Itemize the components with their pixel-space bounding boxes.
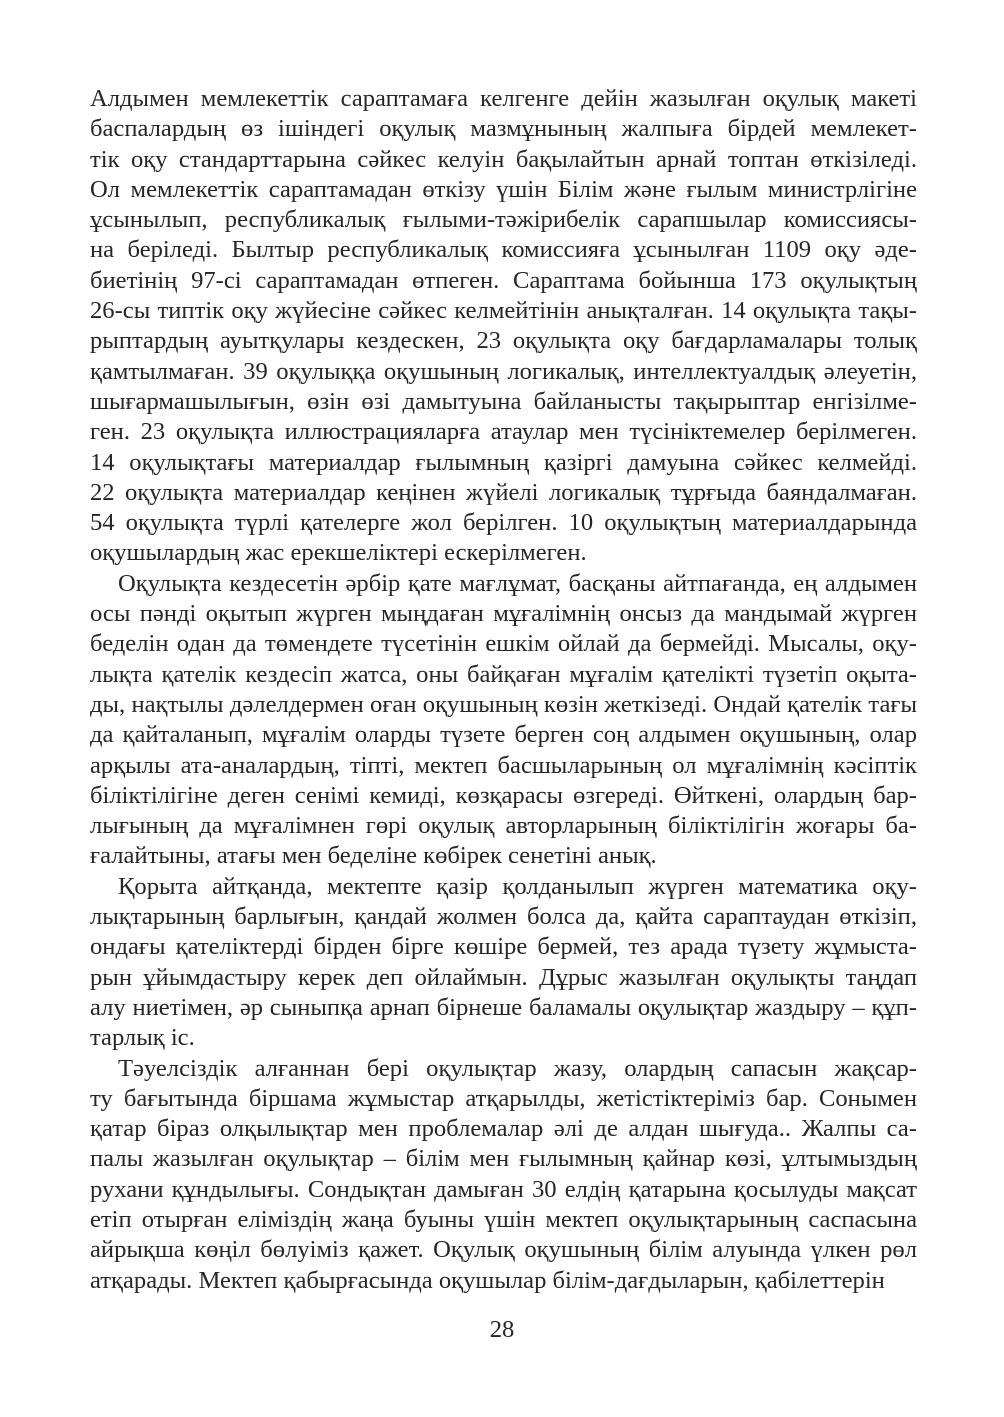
text-line: Тәуелсіздік алғаннан бері оқулықтар жазу, олардың сапасын жақсар- xyxy=(118,1054,917,1082)
text-line: лықта қателік кездесіп жатса, оны байқаған мұғалім қателікті түзетіп оқыта- xyxy=(90,660,917,688)
text-line: да қайталанып, мұғалім оларды түзете берген соң алдымен оқушының, олар xyxy=(90,721,917,749)
text-line: ондағы қателіктерді бірден бірге көшіре бермей, тез арада түзету жұмыста- xyxy=(90,933,917,961)
text-line: ғалайтыны, атағы мен беделіне көбірек сенетіні анық. xyxy=(90,842,657,870)
paragraph xyxy=(90,1054,917,1296)
text-line: етіп отырған еліміздің жаңа буыны үшін мектеп оқулықтарының саспасына xyxy=(90,1205,917,1233)
text-line: палы жазылған оқулықтар – білім мен ғылымның қайнар көзі, ұлтымыздың xyxy=(90,1145,917,1173)
text-line: лықтарының барлығын, қандай жолмен болса да, қайта сараптаудан өткізіп, xyxy=(90,903,917,931)
text-line: баспалардың өз ішіндегі оқулық мазмұнының жалпыға бірдей мемлекет- xyxy=(90,115,917,143)
text-line: шығармашылығын, өзін өзі дамытуына байланысты тақырыптар енгізілме- xyxy=(90,387,917,415)
text-line: 22 оқулықта материалдар кеңінен жүйелі логикалық тұрғыда баяндалмаған. xyxy=(90,478,917,506)
text-line: беделін одан да төмендете түсетінін ешкім ойлай да бермейді. Мысалы, оқу- xyxy=(90,630,917,658)
text-line: лығының да мұғалімнен гөрі оқулық авторларының біліктілігін жоғары ба- xyxy=(90,812,917,840)
text-line: атқарады. Мектеп қабырғасында оқушылар білім-дағдыларын, қабілеттерін xyxy=(90,1266,885,1294)
text-line: тік оқу стандарттарына сәйкес келуін бақылайтын арнай топтан өткізіледі. xyxy=(90,145,917,173)
text-line: рухани құндылығы. Сондықтан дамыған 30 елдің қатарына қосылуды мақсат xyxy=(90,1175,917,1203)
text-line: қатар біраз олқылықтар мен проблемалар әлі де алдан шығуда.. Жалпы са- xyxy=(90,1115,917,1143)
text-line: 14 оқулықтағы материалдар ғылымның қазіргі дамуына сәйкес келмейді. xyxy=(90,448,917,476)
text-line: на беріледі. Былтыр республикалық комиссияға ұсынылған 1109 оқу әде- xyxy=(90,236,917,264)
paragraph xyxy=(90,872,917,1054)
body-text xyxy=(90,84,917,1296)
text-line: арқылы ата-аналардың, тіпті, мектеп басшыларының ол мұғалімнің кәсіптік xyxy=(90,751,917,779)
text-line: қамтылмаған. 39 оқулыққа оқушының логикалық, интеллектуалдық әлеуетін, xyxy=(90,357,917,385)
text-line: ту бағытында біршама жұмыстар атқарылды, жетістіктеріміз бар. Сонымен xyxy=(90,1084,917,1112)
text-line: тарлық іс. xyxy=(90,1024,195,1052)
text-line: ды, нақтылы дәлелдермен оған оқушының көзін жеткізеді. Ондай қателік тағы xyxy=(90,690,917,718)
text-line: рын ұйымдастыру керек деп ойлаймын. Дұрыс жазылған оқулықты таңдап xyxy=(90,963,917,991)
text-line: биетінің 97-сі сараптамадан өтпеген. Сараптама бойынша 173 оқулықтың xyxy=(90,266,917,294)
paragraph xyxy=(90,569,917,872)
text-line: Алдымен мемлекеттік сараптамаға келгенге дейін жазылған оқулық макеті xyxy=(90,85,917,112)
text-line: оқушылардың жас ерекшеліктері ескерілмеген. xyxy=(90,539,587,567)
text-line: ұсынылып, республикалық ғылыми-тәжірибелік сарапшылар комиссиясы- xyxy=(90,206,917,234)
text-line: алу ниетімен, әр сыныпқа арнап бірнеше баламалы оқулықтар жаздыру – құп- xyxy=(90,993,917,1021)
text-line: 26-сы типтік оқу жүйесіне сәйкес келмейтінін анықталған. 14 оқулықта тақы- xyxy=(90,297,917,325)
page-number: 28 xyxy=(489,1316,515,1343)
text-line: Оқулықта кездесетін әрбір қате мағлұмат, басқаны айтпағанда, ең алдымен xyxy=(118,569,917,597)
text-line: Ол мемлекеттік сараптамадан өткізу үшін Білім және ғылым министрлігіне xyxy=(90,175,917,203)
text-line: біліктілігіне деген сенімі кемиді, көзқарасы өзгереді. Өйткені, олардың бар- xyxy=(90,781,917,809)
paragraph xyxy=(90,84,917,569)
text-line: Қорыта айтқанда, мектепте қазір қолданылып жүрген математика оқу- xyxy=(118,872,917,900)
text-line: айрықша көңіл бөлуіміз қажет. Оқулық оқушының білім алуында үлкен рөл xyxy=(90,1236,917,1264)
text-line: ген. 23 оқулықта иллюстрацияларға атаулар мен түсініктемелер берілмеген. xyxy=(90,418,917,446)
text-line: 54 оқулықта түрлі қателерге жол берілген. 10 оқулықтың материалдарында xyxy=(90,509,917,537)
text-line: рыптардың ауытқулары кездескен, 23 оқулықта оқу бағдарламалары толық xyxy=(90,327,917,355)
text-line: осы пәнді оқытып жүрген мыңдаған мұғалімнің онсыз да мандымай жүрген xyxy=(90,600,917,628)
